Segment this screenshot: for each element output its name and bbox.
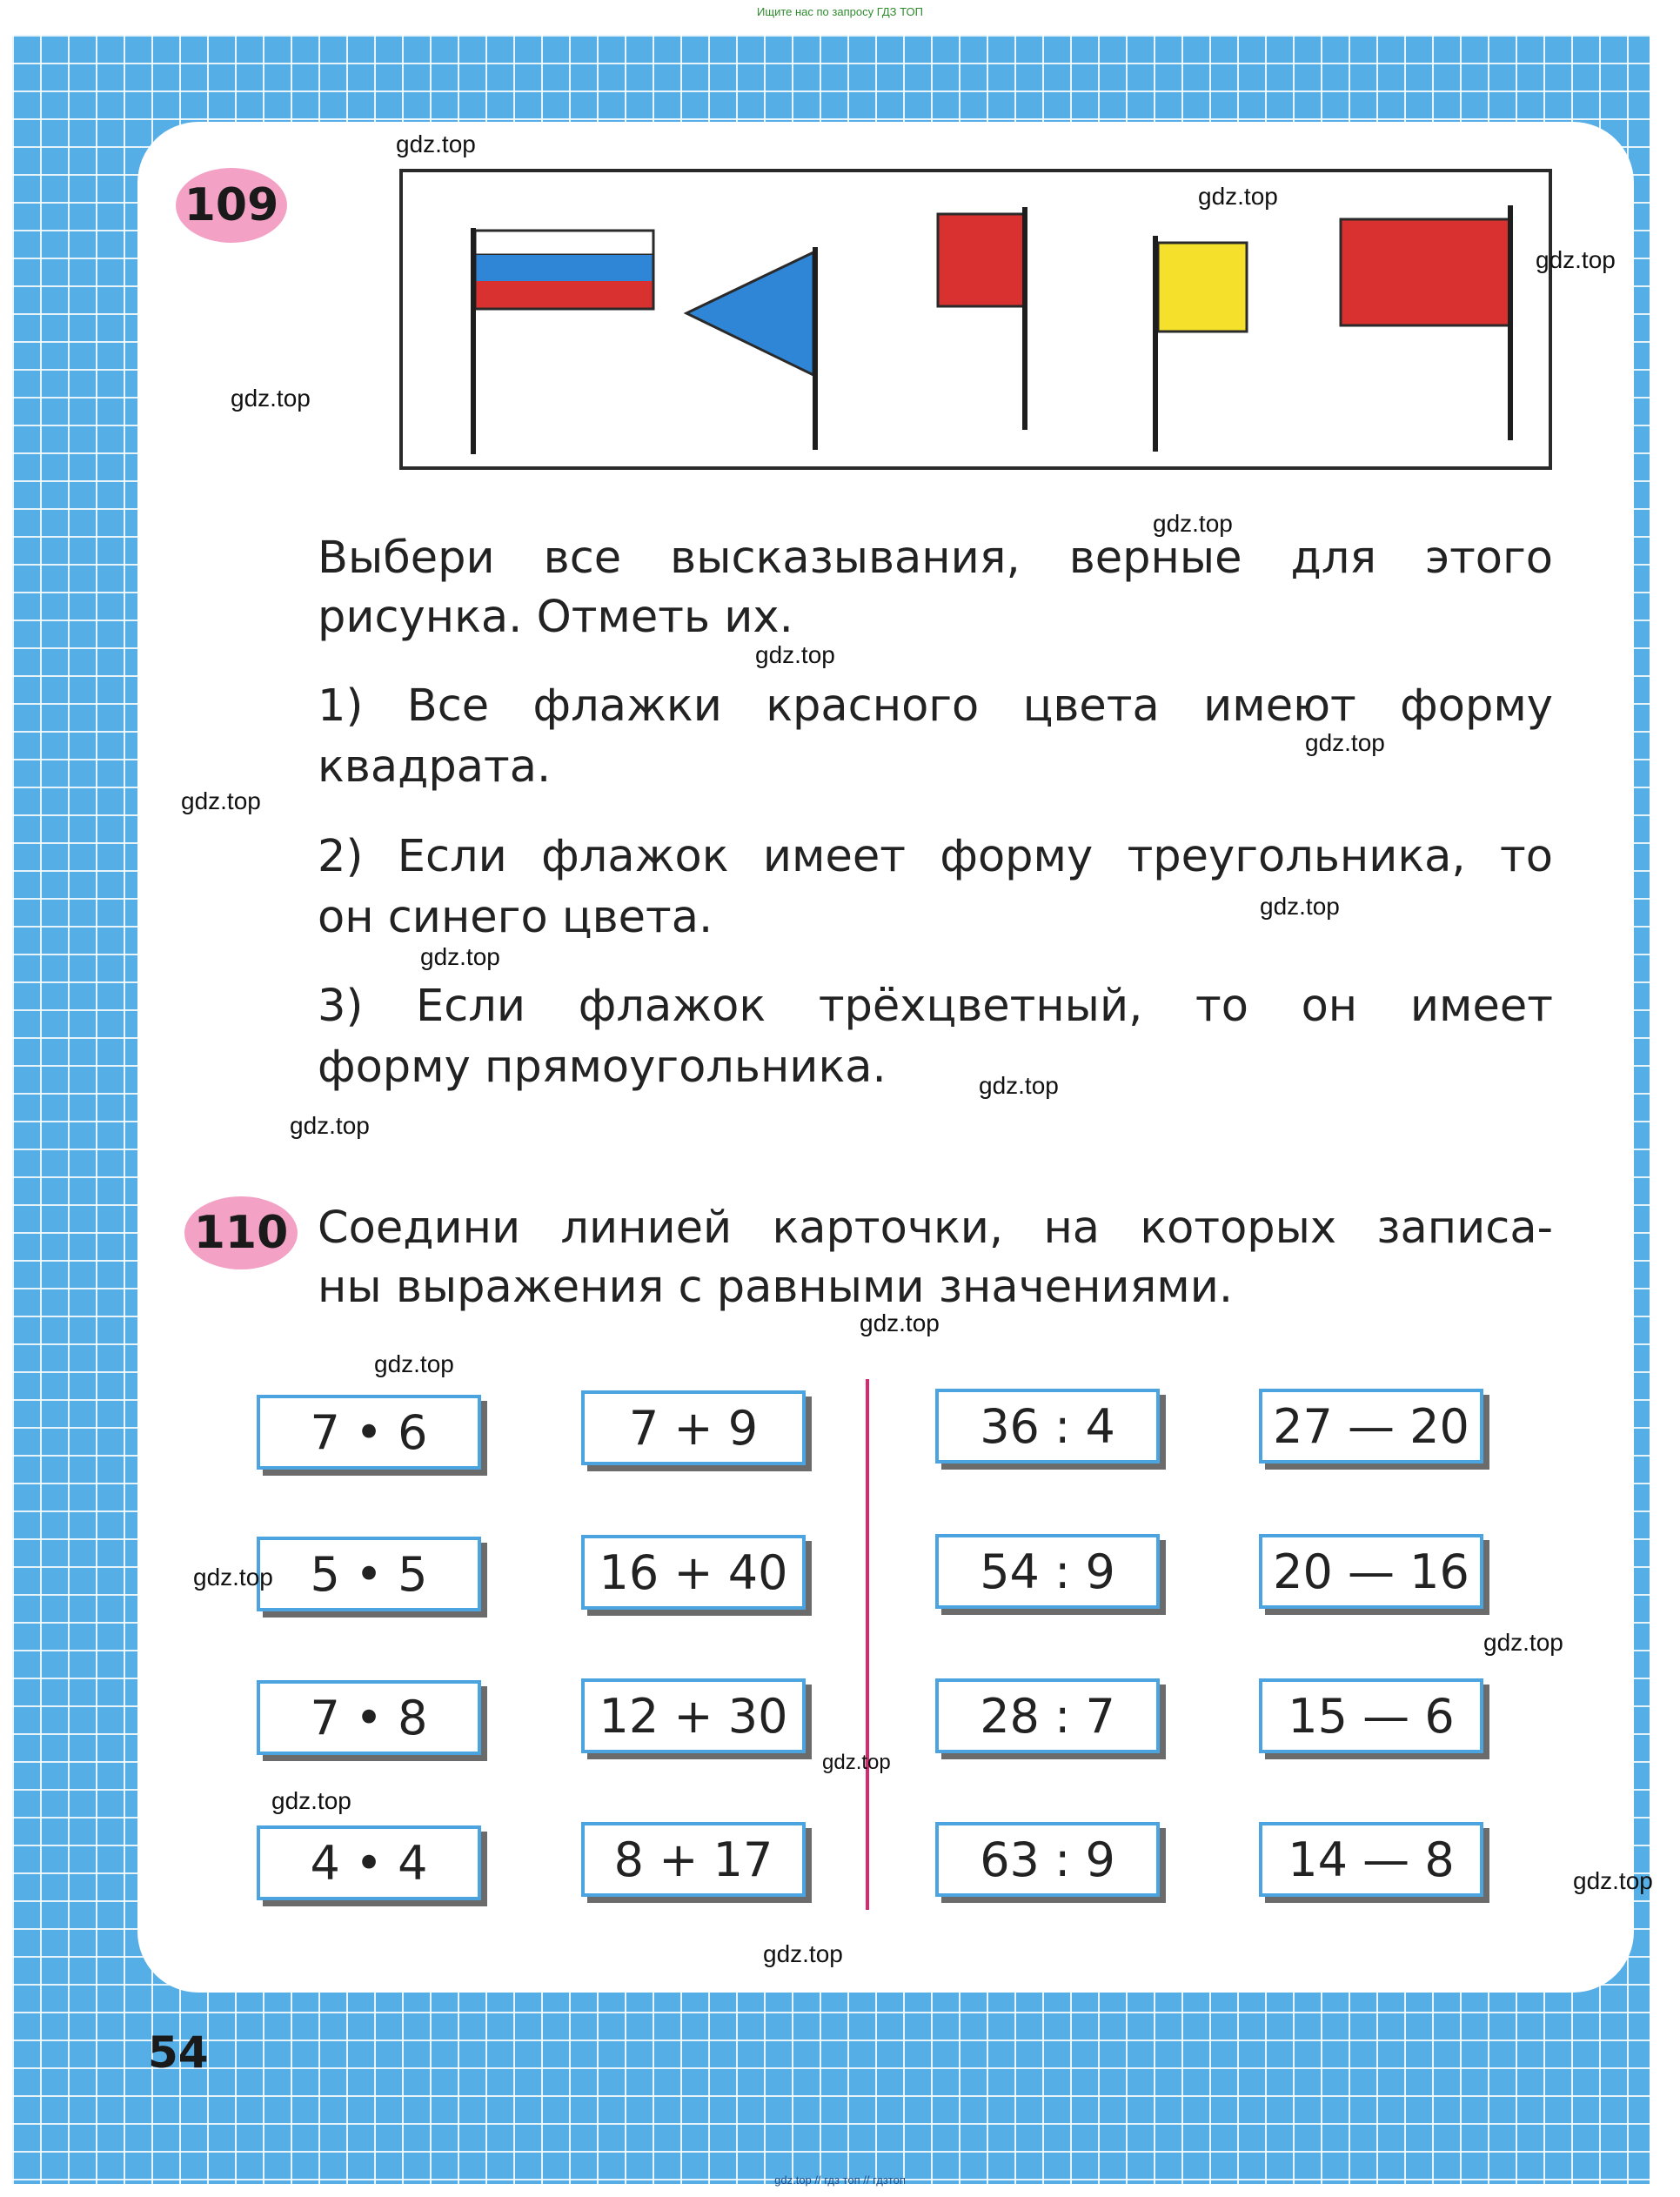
task-110-instruction-line2: ны выражения с равными значениями. — [318, 1262, 1234, 1313]
card-r3-c2[interactable]: 12 + 30 — [581, 1678, 806, 1753]
watermark: gdz.top — [763, 1940, 843, 1967]
watermark: gdz.top — [231, 385, 311, 412]
watermark: gdz.top — [290, 1112, 370, 1139]
card-r3-c4[interactable]: 15 — 6 — [1259, 1678, 1483, 1753]
header-note: Ищите нас по запросу ГДЗ ТОП — [757, 5, 923, 18]
flag-red-rectangle — [1341, 205, 1513, 440]
flags-svg — [403, 172, 1556, 473]
watermark: gdz.top — [1305, 729, 1385, 756]
statement-3-line1[interactable]: 3) Если флажок трёхцветный, то он имеет — [318, 981, 1553, 1032]
watermark: gdz.top — [396, 131, 476, 157]
card-r4-c4[interactable]: 14 — 8 — [1259, 1822, 1483, 1897]
card-r1-c3[interactable]: 36 : 4 — [935, 1389, 1160, 1464]
watermark: gdz.top — [181, 787, 261, 814]
card-r2-c2[interactable]: 16 + 40 — [581, 1535, 806, 1610]
watermark: gdz.top — [271, 1787, 351, 1814]
flag-yellow-square — [1153, 236, 1247, 452]
statement-2-line1[interactable]: 2) Если флажок имеет форму треугольника, то — [318, 831, 1553, 882]
watermark: gdz.top — [1260, 893, 1340, 920]
watermark: gdz.top — [374, 1350, 454, 1377]
watermark: gdz.top — [979, 1072, 1059, 1099]
footer-note: gdz.top // гдз топ // гдзтоп — [774, 2174, 906, 2187]
task-110-instruction-line1: Соедини линией карточки, на которых записа- — [318, 1202, 1553, 1254]
task-109-instruction-line2: рисунка. Отметь их. — [318, 592, 793, 643]
watermark: gdz.top — [420, 943, 500, 970]
card-r3-c1[interactable]: 7 • 8 — [257, 1680, 481, 1755]
flags-illustration — [399, 169, 1552, 470]
card-r1-c1[interactable]: 7 • 6 — [257, 1395, 481, 1470]
task-109-instruction-line1: Выбери все высказывания, верные для этого — [318, 533, 1553, 584]
card-r2-c1[interactable]: 5 • 5 — [257, 1537, 481, 1611]
watermark: gdz.top — [1198, 183, 1278, 210]
card-r4-c3[interactable]: 63 : 9 — [935, 1822, 1160, 1897]
page-number: 54 — [148, 2027, 209, 2078]
card-divider — [866, 1379, 869, 1910]
statement-1-line2: квадрата. — [318, 741, 552, 793]
card-r1-c2[interactable]: 7 + 9 — [581, 1390, 806, 1465]
card-r1-c4[interactable]: 27 — 20 — [1259, 1389, 1483, 1464]
watermark: gdz.top — [1483, 1629, 1563, 1656]
card-r4-c1[interactable]: 4 • 4 — [257, 1825, 481, 1900]
flag-red-square — [938, 207, 1027, 430]
card-r4-c2[interactable]: 8 + 17 — [581, 1822, 806, 1897]
statement-3-line2: форму прямоугольника. — [318, 1042, 887, 1093]
watermark: gdz.top — [1536, 246, 1616, 273]
card-r3-c3[interactable]: 28 : 7 — [935, 1678, 1160, 1753]
flag-tricolor — [471, 228, 653, 454]
statement-1-line1[interactable]: 1) Все флажки красного цвета имеют форму — [318, 680, 1553, 732]
watermark: gdz.top — [860, 1309, 940, 1336]
watermark: gdz.top — [822, 1751, 891, 1774]
task-110-number: 110 — [184, 1196, 298, 1269]
watermark: gdz.top — [1573, 1867, 1653, 1894]
statement-2-line2: он синего цвета. — [318, 892, 713, 943]
flag-triangle — [686, 247, 818, 450]
card-r2-c4[interactable]: 20 — 16 — [1259, 1534, 1483, 1609]
card-r2-c3[interactable]: 54 : 9 — [935, 1534, 1160, 1609]
watermark: gdz.top — [755, 641, 835, 668]
task-109-number: 109 — [176, 168, 287, 243]
watermark: gdz.top — [193, 1564, 273, 1591]
watermark: gdz.top — [1153, 510, 1233, 537]
